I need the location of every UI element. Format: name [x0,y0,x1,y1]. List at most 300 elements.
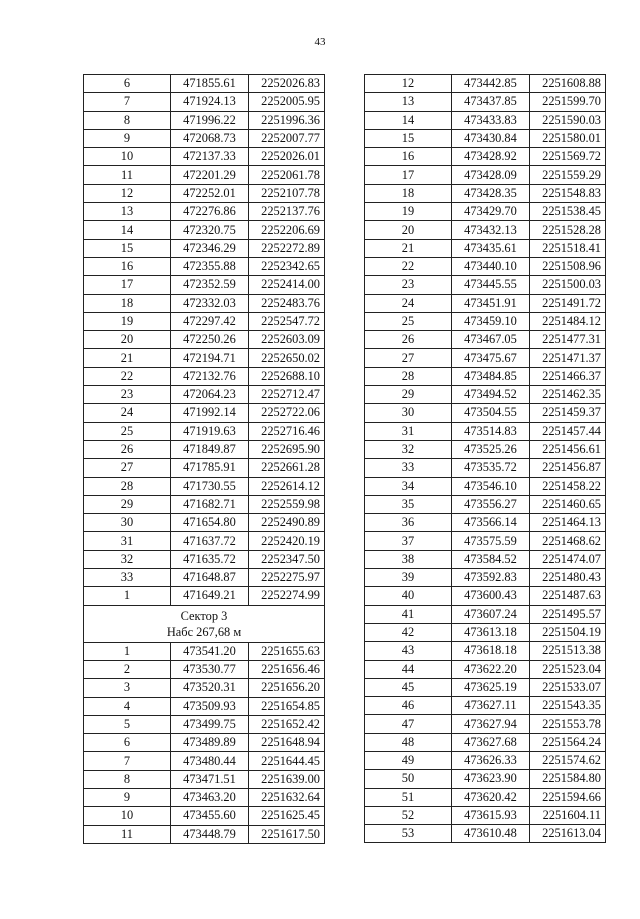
table-row [365,312,606,330]
x-coordinate-cell: 472068.73 [171,129,249,147]
point-number-cell: 6 [84,734,171,752]
point-number-cell: 17 [84,276,171,294]
point-number-cell: 46 [365,697,452,715]
x-coordinate-cell: 473622.20 [452,660,530,678]
y-coordinate-cell: 2251996.36 [249,111,325,129]
y-coordinate-cell: 2252712.47 [249,386,325,404]
table-row [84,715,325,733]
table-row [84,587,325,605]
table-row [84,93,325,111]
table-row [365,697,606,715]
point-number-cell: 21 [365,239,452,257]
y-coordinate-cell: 2252272.89 [249,239,325,257]
table-row [84,550,325,568]
y-coordinate-cell: 2251471.37 [530,349,606,367]
point-number-cell: 5 [84,715,171,733]
y-coordinate-cell: 2251580.01 [530,129,606,147]
table-row [365,203,606,221]
y-coordinate-cell: 2252603.09 [249,331,325,349]
point-number-cell: 47 [365,715,452,733]
x-coordinate-cell: 471992.14 [171,404,249,422]
table-row [365,166,606,184]
x-coordinate-cell: 473475.67 [452,349,530,367]
table-row [365,806,606,824]
y-coordinate-cell: 2251458.22 [530,477,606,495]
table-row [365,129,606,147]
point-number-cell: 29 [84,495,171,513]
point-number-cell: 14 [84,221,171,239]
table-row [365,257,606,275]
table-row [365,404,606,422]
table-row [84,203,325,221]
sector-subtitle: Набс 267,68 м [166,624,242,639]
point-number-cell: 6 [84,75,171,93]
y-coordinate-cell: 2251569.72 [530,148,606,166]
y-coordinate-cell: 2252206.69 [249,221,325,239]
point-number-cell: 53 [365,825,452,843]
table-row [84,404,325,422]
point-number-cell: 18 [84,294,171,312]
y-coordinate-cell: 2251548.83 [530,184,606,202]
point-number-cell: 7 [84,752,171,770]
table-row [365,587,606,605]
y-coordinate-cell: 2252342.65 [249,257,325,275]
y-coordinate-cell: 2252347.50 [249,550,325,568]
x-coordinate-cell: 473626.33 [452,751,530,769]
point-number-cell: 13 [365,93,452,111]
x-coordinate-cell: 473546.10 [452,477,530,495]
table-row [365,715,606,733]
point-number-cell: 34 [365,477,452,495]
y-coordinate-cell: 2251518.41 [530,239,606,257]
x-coordinate-cell: 473514.83 [452,422,530,440]
y-coordinate-cell: 2251474.07 [530,550,606,568]
point-number-cell: 19 [365,203,452,221]
y-coordinate-cell: 2252007.77 [249,129,325,147]
point-number-cell: 31 [84,532,171,550]
y-coordinate-cell: 2251599.70 [530,93,606,111]
point-number-cell: 24 [365,294,452,312]
table-row [84,752,325,770]
table-row [365,550,606,568]
x-coordinate-cell: 473600.43 [452,587,530,605]
x-coordinate-cell: 473489.89 [171,734,249,752]
table-row [84,440,325,458]
table-row [84,386,325,404]
table-row [365,184,606,202]
point-number-cell: 44 [365,660,452,678]
table-row [365,367,606,385]
point-number-cell: 9 [84,788,171,806]
x-coordinate-cell: 473541.20 [171,642,249,660]
point-number-cell: 27 [365,349,452,367]
table-left-body-a [84,75,325,606]
y-coordinate-cell: 2251655.63 [249,642,325,660]
y-coordinate-cell: 2251477.31 [530,331,606,349]
table-row [84,477,325,495]
table-row [365,623,606,641]
table-row [84,788,325,806]
point-number-cell: 39 [365,569,452,587]
sector-header [84,605,325,642]
y-coordinate-cell: 2251484.12 [530,312,606,330]
x-coordinate-cell: 471855.61 [171,75,249,93]
point-number-cell: 40 [365,587,452,605]
point-number-cell: 33 [365,459,452,477]
x-coordinate-cell: 473615.93 [452,806,530,824]
x-coordinate-cell: 473432.13 [452,221,530,239]
y-coordinate-cell: 2252005.95 [249,93,325,111]
x-coordinate-cell: 472252.01 [171,184,249,202]
y-coordinate-cell: 2252274.99 [249,587,325,605]
y-coordinate-cell: 2251466.37 [530,367,606,385]
point-number-cell: 20 [365,221,452,239]
y-coordinate-cell: 2252275.97 [249,569,325,587]
table-row [365,514,606,532]
table-row [84,679,325,697]
y-coordinate-cell: 2251456.87 [530,459,606,477]
table-row [365,148,606,166]
table-row [365,93,606,111]
table-row [84,697,325,715]
y-coordinate-cell: 2251508.96 [530,257,606,275]
x-coordinate-cell: 473433.83 [452,111,530,129]
table-row [365,239,606,257]
x-coordinate-cell: 473430.84 [452,129,530,147]
table-row [365,276,606,294]
y-coordinate-cell: 2251459.37 [530,404,606,422]
y-coordinate-cell: 2251457.44 [530,422,606,440]
point-number-cell: 31 [365,422,452,440]
point-number-cell: 12 [84,184,171,202]
x-coordinate-cell: 473566.14 [452,514,530,532]
point-number-cell: 38 [365,550,452,568]
table-row [365,459,606,477]
x-coordinate-cell: 473448.79 [171,825,249,843]
point-number-cell: 26 [365,331,452,349]
y-coordinate-cell: 2251559.29 [530,166,606,184]
x-coordinate-cell: 472132.76 [171,367,249,385]
table-row [84,129,325,147]
y-coordinate-cell: 2252026.83 [249,75,325,93]
x-coordinate-cell: 471730.55 [171,477,249,495]
point-number-cell: 32 [84,550,171,568]
y-coordinate-cell: 2252490.89 [249,514,325,532]
y-coordinate-cell: 2252061.78 [249,166,325,184]
point-number-cell: 41 [365,605,452,623]
table-row [84,642,325,660]
table-row [84,734,325,752]
coordinates-table-right [364,74,606,843]
point-number-cell: 11 [84,825,171,843]
table-row [84,459,325,477]
y-coordinate-cell: 2252650.02 [249,349,325,367]
y-coordinate-cell: 2251491.72 [530,294,606,312]
x-coordinate-cell: 472250.26 [171,331,249,349]
x-coordinate-cell: 473435.61 [452,239,530,257]
point-number-cell: 18 [365,184,452,202]
table-row [84,349,325,367]
point-number-cell: 15 [84,239,171,257]
x-coordinate-cell: 473467.05 [452,331,530,349]
point-number-cell: 23 [84,386,171,404]
x-coordinate-cell: 472064.23 [171,386,249,404]
x-coordinate-cell: 473455.60 [171,807,249,825]
x-coordinate-cell: 471637.72 [171,532,249,550]
point-number-cell: 32 [365,440,452,458]
x-coordinate-cell: 473471.51 [171,770,249,788]
table-row [365,825,606,843]
x-coordinate-cell: 472297.42 [171,312,249,330]
x-coordinate-cell: 472320.75 [171,221,249,239]
x-coordinate-cell: 473592.83 [452,569,530,587]
point-number-cell: 16 [365,148,452,166]
sector-header-group [84,605,325,642]
x-coordinate-cell: 472194.71 [171,349,249,367]
sector-header-row [84,605,325,642]
y-coordinate-cell: 2251504.19 [530,623,606,641]
y-coordinate-cell: 2252547.72 [249,312,325,330]
y-coordinate-cell: 2251648.94 [249,734,325,752]
coordinates-table-left [83,74,325,844]
point-number-cell: 22 [365,257,452,275]
point-number-cell: 25 [84,422,171,440]
y-coordinate-cell: 2251652.42 [249,715,325,733]
x-coordinate-cell: 473575.59 [452,532,530,550]
table-row [365,751,606,769]
table-left-body-b [84,642,325,843]
y-coordinate-cell: 2251617.50 [249,825,325,843]
point-number-cell: 36 [365,514,452,532]
table-row [365,440,606,458]
point-number-cell: 15 [365,129,452,147]
table-row [365,495,606,513]
x-coordinate-cell: 472332.03 [171,294,249,312]
x-coordinate-cell: 471654.80 [171,514,249,532]
table-row [84,221,325,239]
y-coordinate-cell: 2251584.80 [530,770,606,788]
point-number-cell: 49 [365,751,452,769]
x-coordinate-cell: 473520.31 [171,679,249,697]
y-coordinate-cell: 2252559.98 [249,495,325,513]
point-number-cell: 28 [365,367,452,385]
x-coordinate-cell: 471648.87 [171,569,249,587]
x-coordinate-cell: 473494.52 [452,386,530,404]
y-coordinate-cell: 2251625.45 [249,807,325,825]
point-number-cell: 20 [84,331,171,349]
y-coordinate-cell: 2251613.04 [530,825,606,843]
x-coordinate-cell: 471785.91 [171,459,249,477]
y-coordinate-cell: 2252695.90 [249,440,325,458]
table-row [365,221,606,239]
x-coordinate-cell: 473480.44 [171,752,249,770]
x-coordinate-cell: 473625.19 [452,678,530,696]
x-coordinate-cell: 471682.71 [171,495,249,513]
table-row [365,605,606,623]
y-coordinate-cell: 2251654.85 [249,697,325,715]
x-coordinate-cell: 472355.88 [171,257,249,275]
point-number-cell: 26 [84,440,171,458]
point-number-cell: 27 [84,459,171,477]
x-coordinate-cell: 472276.86 [171,203,249,221]
point-number-cell: 52 [365,806,452,824]
y-coordinate-cell: 2251528.28 [530,221,606,239]
x-coordinate-cell: 473437.85 [452,93,530,111]
point-number-cell: 28 [84,477,171,495]
x-coordinate-cell: 472346.29 [171,239,249,257]
point-number-cell: 1 [84,587,171,605]
y-coordinate-cell: 2251533.07 [530,678,606,696]
x-coordinate-cell: 473484.85 [452,367,530,385]
point-number-cell: 24 [84,404,171,422]
y-coordinate-cell: 2251523.04 [530,660,606,678]
x-coordinate-cell: 473530.77 [171,660,249,678]
y-coordinate-cell: 2251538.45 [530,203,606,221]
table-row [84,331,325,349]
table-row [84,770,325,788]
sector-title: Сектор 3 [180,608,228,623]
y-coordinate-cell: 2251604.11 [530,806,606,824]
y-coordinate-cell: 2252420.19 [249,532,325,550]
x-coordinate-cell: 471649.21 [171,587,249,605]
y-coordinate-cell: 2251495.57 [530,605,606,623]
table-row [365,75,606,93]
point-number-cell: 30 [365,404,452,422]
point-number-cell: 7 [84,93,171,111]
x-coordinate-cell: 472137.33 [171,148,249,166]
table-row [84,825,325,843]
point-number-cell: 37 [365,532,452,550]
y-coordinate-cell: 2252688.10 [249,367,325,385]
y-coordinate-cell: 2251500.03 [530,276,606,294]
point-number-cell: 22 [84,367,171,385]
y-coordinate-cell: 2251644.45 [249,752,325,770]
point-number-cell: 11 [84,166,171,184]
x-coordinate-cell: 473451.91 [452,294,530,312]
point-number-cell: 1 [84,642,171,660]
table-row [84,532,325,550]
table-row [84,239,325,257]
table-row [365,660,606,678]
y-coordinate-cell: 2251513.38 [530,642,606,660]
y-coordinate-cell: 2252661.28 [249,459,325,477]
table-row [365,788,606,806]
table-row [84,294,325,312]
point-number-cell: 19 [84,312,171,330]
y-coordinate-cell: 2252716.46 [249,422,325,440]
point-number-cell: 10 [84,807,171,825]
table-row [84,166,325,184]
y-coordinate-cell: 2251608.88 [530,75,606,93]
point-number-cell: 48 [365,733,452,751]
x-coordinate-cell: 471996.22 [171,111,249,129]
y-coordinate-cell: 2251594.66 [530,788,606,806]
point-number-cell: 29 [365,386,452,404]
x-coordinate-cell: 471849.87 [171,440,249,458]
point-number-cell: 17 [365,166,452,184]
x-coordinate-cell: 473584.52 [452,550,530,568]
point-number-cell: 42 [365,623,452,641]
table-row [84,495,325,513]
x-coordinate-cell: 473428.92 [452,148,530,166]
table-row [84,75,325,93]
x-coordinate-cell: 473627.11 [452,697,530,715]
x-coordinate-cell: 473428.09 [452,166,530,184]
table-row [84,660,325,678]
y-coordinate-cell: 2251553.78 [530,715,606,733]
x-coordinate-cell: 473463.20 [171,788,249,806]
x-coordinate-cell: 473610.48 [452,825,530,843]
point-number-cell: 30 [84,514,171,532]
table-row [365,422,606,440]
table-row [84,276,325,294]
point-number-cell: 2 [84,660,171,678]
y-coordinate-cell: 2251456.61 [530,440,606,458]
point-number-cell: 21 [84,349,171,367]
x-coordinate-cell: 473442.85 [452,75,530,93]
table-row [84,312,325,330]
point-number-cell: 50 [365,770,452,788]
x-coordinate-cell: 473428.35 [452,184,530,202]
table-row [365,477,606,495]
x-coordinate-cell: 473459.10 [452,312,530,330]
y-coordinate-cell: 2251656.46 [249,660,325,678]
y-coordinate-cell: 2251639.00 [249,770,325,788]
table-row [365,770,606,788]
x-coordinate-cell: 473607.24 [452,605,530,623]
table-row [365,733,606,751]
y-coordinate-cell: 2251460.65 [530,495,606,513]
y-coordinate-cell: 2251590.03 [530,111,606,129]
point-number-cell: 8 [84,770,171,788]
point-number-cell: 12 [365,75,452,93]
x-coordinate-cell: 471635.72 [171,550,249,568]
point-number-cell: 14 [365,111,452,129]
y-coordinate-cell: 2251464.13 [530,514,606,532]
table-row [84,111,325,129]
table-row [365,642,606,660]
table-row [84,569,325,587]
point-number-cell: 45 [365,678,452,696]
y-coordinate-cell: 2251656.20 [249,679,325,697]
point-number-cell: 43 [365,642,452,660]
x-coordinate-cell: 473535.72 [452,459,530,477]
point-number-cell: 10 [84,148,171,166]
x-coordinate-cell: 473445.55 [452,276,530,294]
table-row [84,422,325,440]
table-row [365,111,606,129]
point-number-cell: 13 [84,203,171,221]
point-number-cell: 33 [84,569,171,587]
table-row [365,349,606,367]
point-number-cell: 8 [84,111,171,129]
y-coordinate-cell: 2251480.43 [530,569,606,587]
x-coordinate-cell: 471919.63 [171,422,249,440]
point-number-cell: 35 [365,495,452,513]
point-number-cell: 51 [365,788,452,806]
y-coordinate-cell: 2252722.06 [249,404,325,422]
y-coordinate-cell: 2252483.76 [249,294,325,312]
y-coordinate-cell: 2251632.64 [249,788,325,806]
table-row [84,148,325,166]
y-coordinate-cell: 2252137.76 [249,203,325,221]
x-coordinate-cell: 473613.18 [452,623,530,641]
x-coordinate-cell: 473623.90 [452,770,530,788]
x-coordinate-cell: 473556.27 [452,495,530,513]
table-row [84,807,325,825]
y-coordinate-cell: 2251468.62 [530,532,606,550]
y-coordinate-cell: 2251462.35 [530,386,606,404]
